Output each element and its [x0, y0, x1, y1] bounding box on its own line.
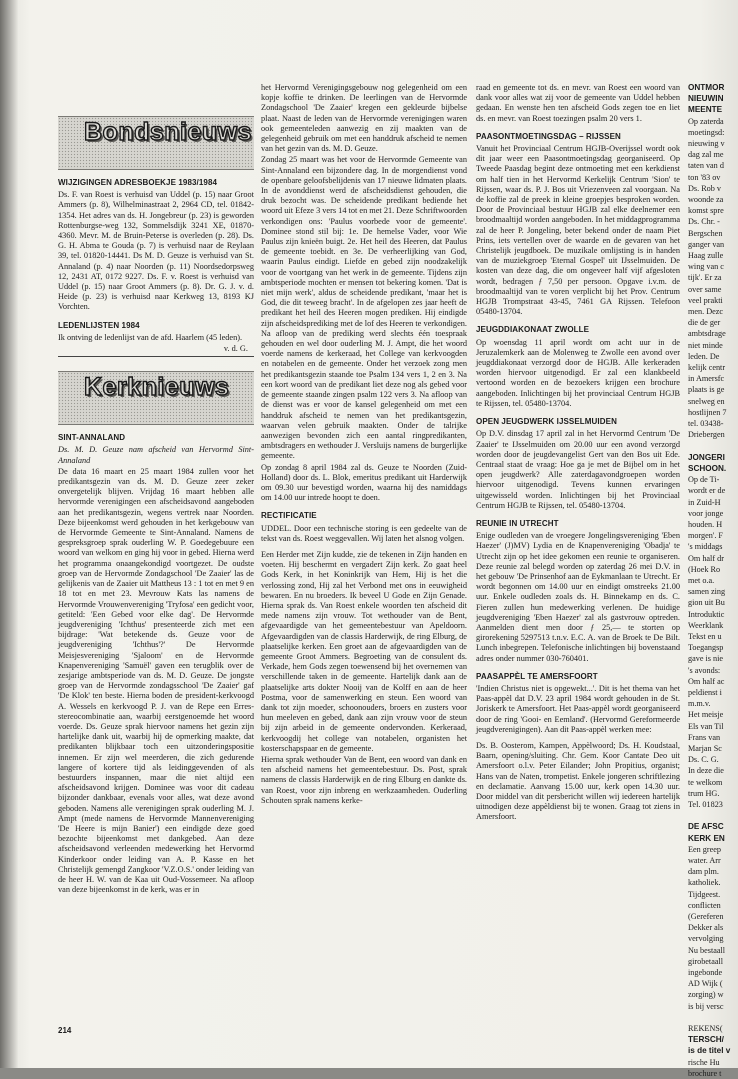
cropped-text-line: samen zing — [688, 587, 726, 597]
column-1 — [58, 96, 254, 1026]
cropped-text-line: ingebonde — [688, 968, 723, 978]
cropped-text-line: Weerklank — [688, 620, 724, 630]
cropped-text-line — [688, 442, 738, 452]
jeugddiakonaat-heading: JEUGDDIAKONAAT ZWOLLE — [476, 325, 590, 335]
article-paragraph: het Hervormd Verenigingsgebouw nog gelegenheid om een kopje koffie te drinken. De leerlingen van de Hervormde Zondagschool 'De Zaaier' kregen een gekleurde bijbelse plaat. Naast de leden van de Hervormde verenigingen waren ook gemeenteleden aanwezig en zij maakten van de gelegenheid gebruik om met een handdruk afscheid te nemen van het gezin van ds. M. D. Geuze. — [261, 83, 467, 154]
cropped-text-line: TERSCH/ — [688, 1035, 724, 1045]
cropped-text-line: m.m.v. — [688, 699, 711, 709]
cropped-text-line: trum HG. — [688, 788, 720, 798]
cropped-text-line: Om half ac — [688, 676, 725, 686]
divider — [58, 356, 254, 357]
cropped-text-line: Om half dr — [688, 553, 724, 563]
cropped-text-line: ton '83 ov — [688, 172, 721, 182]
cropped-text-line: (Hoek Ro — [688, 564, 721, 574]
cropped-text-line: Ds. C. G. — [688, 755, 719, 765]
cropped-text-line: nieuwing v — [688, 139, 725, 149]
signature: v. d. G. — [223, 344, 248, 354]
cropped-text-line: Toegangsp — [688, 643, 724, 653]
cropped-text-line: tijk'. Er za — [688, 273, 722, 283]
cropped-text-line: Frans van — [688, 732, 721, 742]
kerknieuws-title: Kerknieuws — [84, 373, 230, 402]
cropped-text-line: wordt er de — [688, 486, 726, 496]
cropped-text-line: In deze die — [688, 766, 724, 776]
cropped-text-line: SCHOON. — [688, 463, 727, 473]
cropped-text-line: met o.a. — [688, 575, 715, 585]
cropped-text-line: rische Hu — [688, 1057, 720, 1067]
cropped-text-line: is bij versc — [688, 1001, 724, 1011]
cropped-text-line: brochure t — [688, 1068, 722, 1078]
column-2 — [261, 83, 467, 1033]
cropped-text-line: Marjan Sc — [688, 743, 722, 753]
cropped-text-line: KERK EN — [688, 833, 725, 843]
open-jeugdwerk-heading: OPEN JEUGDWERK IJSSELMUIDEN — [476, 417, 617, 427]
cropped-text-line: plaats is ge — [688, 385, 725, 395]
bondsnieuws-title: Bondsnieuws — [84, 118, 253, 146]
cropped-text-line: komst spre — [688, 206, 724, 216]
wijzigingen-text: Ds. F. van Roest is verhuisd van Uddel (p. 15) naar Groot Ammers (p. 8), Wilhelminastraat 2, 2964 CD, tel. 01842-1354. Het adres van ds. H. Jongebreur (p. 23) is geworden Rottenburgse-weg 132, Sommelsdijk 3241 XE, 01870-4360. Mevr. M. de Bruin-Peterse is overleden (p. 28). Ds. G. H. Abma te Gouda (p. 7) is verhuisd naar de Reylaan 39, tel. 01820-14441. Ds M. D. Geuze is verhuisd van St. Annaland (p. 4) naar Noorden (p. 11) Noordsedorpsweg 12, 2431 AT, 0172 9227. Ds. F. v. Roest is verhuisd van Uddel (p. 15) naar Groot Ammers (p. 8). Dr. G. J. v. d. Heide (p. 23) is verhuisd naar Kerkweg 13, 8193 KJ Vorchten. — [58, 190, 254, 312]
cropped-text-line: is de titel v — [688, 1046, 731, 1056]
reunie-heading: REUNIE IN UTRECHT — [476, 518, 559, 528]
cropped-text-line: niet minde — [688, 340, 723, 350]
cropped-text-line: vervolging — [688, 934, 724, 944]
paasappel-text-2: Ds. B. Oosterom, Kampen, Appèlwoord; Ds. H. Koudstaal, Baarn, opening/sluiting. Chr. Gem. Koor Cantate Deo uit Amersfoort o.l.v. Peter Eilander; John Propitius, organist; Hans van de Naten, trompetist. Enkele jongeren schriftlezing en declamatie. Aanvang 15.00 uur, kerk open 14.30 uur. Door middel van dit persbericht willen wij iedereen hartelijk uitnodigen deze appèldienst bij te wonen. Graag tot ziens in Amersfoort. — [476, 740, 680, 822]
cropped-text-line: Haag zulle — [688, 251, 724, 261]
open-jeugdwerk-text: Op D.V. dinsdag 17 april zal in het Hervormd Centrum 'De Zaaier' te IJsselmuiden om 20.00 uur een avond verzorgd worden door de jeugdevangelist Gert van den Bos uit Ede. Centraal staat de vraag: Hoe ga je met de Bijbel om in het open jeugdwerk? Alle zaterdagavondgroepen worden hiervoor uitgenodigd. Tevens kunnen ervaringen uitgewisseld worden. Inlichtingen bij het Provinciaal Centrum HGJB te Rijssen, tel. 05480-13704. — [476, 429, 680, 510]
cropped-text-line: in Amersfc — [688, 374, 725, 384]
cropped-text-line: die de ger — [688, 318, 721, 328]
cropped-text-line: gion uit Bu — [688, 598, 725, 608]
ledenlijsten-text: Ik ontving de ledenlijst van de afd. Haarlem (45 leden). — [58, 332, 243, 342]
sint-annaland-heading: SINT-ANNALAND — [58, 433, 126, 443]
cropped-text-line: dam plm. — [688, 867, 719, 877]
cropped-text-line: dag zal me — [688, 150, 724, 160]
cropped-text-line: taten van d — [688, 161, 724, 171]
cropped-text-line: in Zuid-H — [688, 497, 721, 507]
cropped-text-line: Tijdgeest. — [688, 889, 721, 899]
cropped-text-line: Op de Ti- — [688, 475, 720, 485]
cropped-text-line: girobetaall — [688, 956, 724, 966]
cropped-text-line: houden. H — [688, 519, 723, 529]
cropped-text-line — [688, 811, 738, 821]
cropped-text-line: Nu bestaall — [688, 945, 726, 955]
binding-gutter — [0, 0, 18, 1068]
cropped-text-line: 's avonds: — [688, 665, 721, 675]
cropped-text-line: Tel. 01823 — [688, 800, 723, 809]
article-paragraph: Hierna sprak wethouder Van de Bent, een woord van dank en ten afscheid namens het gemeentebestuur. Ds. Post, sprak namens de classis Harderwijk en de ring Elburg en dankte ds. van Roest, voor zijn inbreng en werkzaamheden. Ouderling Schouten sprak namens kerke- — [261, 755, 467, 805]
cropped-text-line: Els van Til — [688, 721, 724, 731]
cropped-text-line: ganger van — [688, 239, 725, 249]
article-paragraph: Zondag 25 maart was het voor de Hervormde Gemeente van Sint-Annaland een bijzondere dag. In de morgendienst vond de openbare geloofsbelijdenis van 17 nieuwe lidmaten plaats. In de avonddienst werd de afscheidsdienst gehouden, die druk bezocht was. De scheidende predikant bediende het woord uit Efeze 3 vers 14 tot en met 21. Deze Schriftwoorden verkondigen ons: 'Paulus voorbede voor de gemeente'. Dominee stond stil bij: 1e. De hemelse Vader, voor Wie Paulus zijn knieën buigt. 2e. Het heil des Heeren, dat Paulus de gemeente toebidt. en 3e. De verheerlijking van God, waarin Paulus eindigt. Liefde en gebed zijn noodzakelijk voor de voortgang van het werk in de gemeente. Tijdens zijn ambtsperiode mochten er mensen tot bekering komen. 'Dat is niet mijn werk', aldus de scheidende predikant, 'maar het is God, die dit teweeg bracht'. In de afgelopen zes jaar heeft de predikant het heil des Heeren mogen prediken. Hij eindigde zijn afscheidsprediking met de lof des Heeren te verkondigen. Na afloop van de prediking werd slechts één toespraak gehouden en wel door ouderling M. J. Ampt, die het woord voerde namens de kerkeraad, het College van kerkvoogden en notabelen en de gemeente. Onder het verzoek zong men het predikantsgezin staande toe Psalm 134 vers 1, 2 en 3. Na een kort woord van de predikant liet deze nog als gebed voor de gemeente staande zingen psalm 122 vers 3. Na afloop van de dienst was er voor de kansel gelegenheid om met een handdruk afscheid te nemen van het predikantsgezin, waarvan velen gebruik maakten. Onder de talrijke aanwezigen bevonden zich een aantal ringpredikanten, ambtsdragers en wethouder J. Versluijs namens de burgerlijke gemeente. — [261, 155, 467, 461]
cropped-text-line: peldienst i — [688, 687, 722, 697]
rectificatie-text: UDDEL. Door een technische storing is een gedeelte van de tekst van ds. Roest weggevallen. Wij laten het alsnog volgen. — [261, 523, 467, 543]
cropped-text-line: hostlijnen 7 — [688, 407, 727, 417]
cropped-text-line: ONTMOR — [688, 83, 725, 92]
cropped-text-line: veel prakti — [688, 295, 723, 305]
page-number: 214 — [58, 1026, 72, 1035]
sint-annaland-subtitle: Ds. M. D. Geuze nam afscheid van Hervormd Sint-Annaland — [58, 445, 254, 465]
cropped-text-line: Ds. Rob v — [688, 183, 721, 193]
article-paragraph: Op zondag 8 april 1984 zal ds. Geuze te Noorden (Zuid-Holland) door ds. L. Blok, emeritus predikant uit Harderwijk om 09.30 uur bevestigd worden, waarna hij des namiddags om 14.00 uur intrede hoopt te doen. — [261, 462, 467, 503]
ledenlijsten-heading: LEDENLIJSTEN 1984 — [58, 320, 140, 330]
cropped-text-line: Op zaterda — [688, 116, 724, 126]
column-4-cropped — [688, 83, 738, 1078]
cropped-text-line: NIEUWIN — [688, 94, 724, 104]
cropped-text-line: voor jonge — [688, 508, 724, 518]
rectificatie-heading: RECTIFICATIE — [261, 511, 317, 521]
column-3 — [476, 83, 680, 1033]
paasappel-heading: PAASAPPÈL TE AMERSFOORT — [476, 671, 598, 681]
cropped-text-line: kelijk centr — [688, 363, 726, 373]
cropped-text-line: (Gereferen — [688, 912, 724, 922]
article-paragraph: raad en gemeente tot ds. en mevr. van Roest een woord van dank voor alles wat zij voor de gemeente van Uddel hebben gedaan. En wenste hen ten afscheid Gods zegen toe en liet ds. en mevr. van Roest toezingen psalm 20 vers 1. — [476, 83, 680, 123]
cropped-text-line: zorging) w — [688, 990, 724, 1000]
wijzigingen-heading: WIJZIGINGEN ADRESBOEKJE 1983/1984 — [58, 178, 218, 187]
paasontmoetingsdag-heading: PAASONTMOETINGSDAG – RIJSSEN — [476, 131, 621, 141]
cropped-text-line: morgen'. F — [688, 531, 723, 541]
bondsnieuws-banner — [58, 116, 254, 170]
cropped-text-line: woonde za — [688, 195, 724, 205]
cropped-text-line: 's middags — [688, 542, 723, 552]
cropped-text-line: AD Wijk ( — [688, 979, 723, 989]
cropped-text-line: Bergschen — [688, 228, 723, 238]
cropped-text-line: snelweg en — [688, 396, 725, 406]
sint-annaland-text: De data 16 maart en 25 maart 1984 zullen voor het predikantsgezin van ds. M. D. Geuze zeer zeker onvergetelijk blijven. Vrijdag 16 maart hebben alle hervormde verenigingen een afscheidsavond aangeboden aan het predikantsgezin, wegens vertrek naar Noorden. Deze bijeenkomst werd gehouden in het kerkgebouw van de Hervormde Gemeente te Sint-Annaland. Namens de gespreksgroep sprak ouderling W. P. Goedegebuure een woord van welkom en ging hij voor in gebed. Hierna werd het programma onaangekondigd voortgezet. De oudste groep van de Hervormde Zondagschool 'De Zaaier' las de gelijkenis van de Zaaier uit Mattheus 13 : 1 tot en met 9 en 18 tot en met 23. Mevrouw Kats las namens de Hervormde Vrouwenvereniging 'Tryfosa' een gedicht voor, getiteld: 'Een Gebed voor elke dag'. De Hervormde jeugdvereniging 'Ichthus' presenteerde zich met een bijdrage: 'Wat betekende ds. Geuze voor de jeugdvereniging 'Ichthus'?' De Hervormde Meisjesvereniging 'Sjaloom' en de Hervormde Knapenvereniging 'Samuël' gaven een terugblik over de zesjarige ambtsperiode van ds. M. D. Geuze. De jongste groep van de Hervormde zondagsschool 'De Zaaier' gaf 'De Klok' ten beste. Hierna boden de president-kerkvoogd A. Wessels en kerkvoogd P. J. van de Repe een Erres-stereocombinatie aan, waarbij eerstgenoemde het woord voerde. Ds. Geuze sprak hiervoor namens het gezin zijn hartelijke dank uit, waarbij hij de opmerking maakte, dat predikanten blijkbaar toch een uitzonderingspositie innemen. Er zijn wel meerderen, die zich gedurende langere of kortere tijd als leidinggevenden of als bestuurders inspannen, maar die niet altijd een afscheidsavond krijgen. Dominee was voor dit cadeau bijzonder dankbaar, evenals voor alles, wat deze avond geboden. Namens alle verenigingen sprak ouderling M. J. Ampt (mede namens de Hervormde Mannenvereniging 'De Heere is mijn Banier') een eindigde deze goed bezochte bijeenkomst met dankgebed. Aan deze afscheidsavond verleenden medewerking het Hervormd Kinderkoor onder leiding van A. P. Kasse en het Christelijk gemengd Zangkoor 'V.Z.O.S.' onder leiding van de heer H. W. van de Kaa uit Oud-Vossemeer. Na afloop van deze bijeenkomst in de kerk, was er in — [58, 466, 254, 895]
kerknieuws-banner — [58, 371, 254, 425]
cropped-text-line: JONGERI — [688, 452, 725, 462]
cropped-text-line: Ds. Chr. - — [688, 217, 720, 227]
cropped-text-line: Tekst en u — [688, 631, 722, 641]
jeugddiakonaat-text: Op woensdag 11 april wordt om acht uur in de Jeruzalemkerk aan de Molenweg te Zwolle een avond over jeugddiakonaat verzorgd door de HGJB. Alle kerkeraden worden hiervoor uitgenodigd. Er zal een klankbeeld vertoond worden en de bezoekers krijgen een brochure aangeboden. Inlichtingen bij het provinciaal Centrum HGJB te Rijssen, tel. 05480-13704. — [476, 337, 680, 408]
cropped-text-line: over same — [688, 284, 722, 294]
cropped-text-line: katholiek. — [688, 878, 721, 888]
cropped-text-line: men. Dezc — [688, 307, 724, 317]
cropped-text-line: Introduktic — [688, 609, 725, 619]
cropped-text-line: Het meisje — [688, 710, 724, 720]
cropped-text-line: conflicten — [688, 900, 721, 910]
cropped-text-line: Dekker als — [688, 923, 724, 933]
cropped-text-line: leden. De — [688, 351, 720, 361]
cropped-text-line: Een greep — [688, 844, 721, 854]
paasontmoetingsdag-text: Vanuit het Provinciaal Centrum HGJB-Overijssel wordt ook dit jaar weer een Paasontmoetingsdag georganiseerd. Op Tweede Paasdag begint deze ontmoeting met een kerkdienst om half tien in het Hervormd Kerkelijk Centrum 'Sion' te Rijssen, waar ds. P. J. Bos uit Vriezenveen zal voorgaan. Na de koffie zal de preek in kleine groepjes besproken worden. Door de Provinciaal bestuur HGJB zal elke deelnemer een broodmaaltijd worden aangeboden. In het middagprogramma zal de heer P. Jongeling, beter bekend onder de naam Piet Prins, iets vertellen over de waarde en de gevaren van het Christelijk jeugdboek. De muzikale omlijsting is in handen van de muziekgroep 'Eternal Gospel' uit IJsselmuiden. De kosten van deze dag, die om ongeveer half vijf afgesloten wordt, bedragen ƒ 7,50 per persoon. Opgave i.v.m. de broodmaaltijd van te voren verplicht bij het Prov. Centrum HGJB Trompstraat 43-45, 7461 GA Rijssen. Telefoon 05480-13704. — [476, 144, 680, 317]
cropped-text-line: te welkom — [688, 777, 723, 787]
article-paragraph: Een Herder met Zijn kudde, zie de tekenen in Zijn handen en voeten. Hij beschermt en vergadert Zijn kerk. Zo gaat heel Gods Kerk, in het Koninkrijk van Hem, Hij is het die verlossing zond, Hij zal het Verbond met ons in eeuwigheid bewaren. En nu broeders. Ik beveel U Gode en Zijn Genade. Hierna sprak ds. Van Roest enkele woorden ten afscheid dit mede namens zijn vrouw. Tot wethouder van de Bent, afgevaardigde van het gemeentebestuur van Apeldoorn. Afgevaardigden van de classis Harderwijk, de ring Elburg, de plaatselijke kerken. Een groet aan de afgevaardigden van de gemeente Groot Ammers. Begroeting van de consulent ds. Verkade, hem Gods zegen toewensend bij het overnemen van verschillende taken in de gemeente. Hartelijk dank aan de plaatselijke arts dokter Nooij van de Kolff en aan de heer Postma, voor de samenwerking en steun. Een woord van dank tot zijn moeder, schoonouders, broers en zusters voor hun meeleven en gebed, dank aan zijn vrouw voor de steun bij zijn arbeid in de gemeente ondervonden. Kerkeraad, kerkvoogdij het college van notabelen, organisten het kosterschapspaar en de gemeente. — [261, 549, 467, 753]
cropped-text-line: ambtsdrage — [688, 329, 726, 339]
cropped-text-line — [688, 1013, 738, 1023]
cropped-text-line: DE AFSC — [688, 822, 724, 832]
cropped-text-line: tel. 03438- — [688, 419, 724, 429]
cropped-text-line: water. Arr — [688, 856, 721, 866]
cropped-text-line: REKENS( — [688, 1024, 723, 1034]
reunie-text: Enige oudleden van de vroegere Jongelingsvereniging 'Eben Haezer' (J)MV) Lydia en de Knapenvereniging 'Obadja' te Utrecht zijn op het idee gekomen een reunie te organiseren. Deze reunie zal belegd worden op zaterdag 26 mei D.V. in het gebouw 'De Prinsenhof aan de Eykmanlaan te Utrecht. Er wordt begonnen om 14.00 uur en eindigt omstreeks 21.00 uur. Enkele oudleden zoals ds. H. Binnekamp en ds. C. Fieren zullen hun medewerking verlenen. De huidige jeugdvereniging 'Eben Haezer' zal als gastvrouw optreden. Aanmelden dient men door ƒ 25,— te storten op girorekening 5297513 t.n.v. E.C. A. van de Broek te De Bilt. Lunch inbegrepen. Telefonische inlichtingen bij bovenstaand adres onder nummer 030-760401. — [476, 531, 680, 663]
cropped-text-line: MEENTE — [688, 105, 723, 115]
cropped-text-line: wing van c — [688, 262, 724, 272]
paasappel-text: 'Indien Christus niet is opgewekt...'. Dit is het thema van het Paas-appèl dat D.V. 23 april 1984 wordt gehouden in de St. Joriskerk te Amersfoort. Het Paas-appèl wordt georganiseerd door de ring 'Gooi- en Eemland'. (Hervormd Gereformeerde jeugdverenigingen). Aan dit Paas-appèl werken mee: — [476, 683, 680, 734]
cropped-text-line: gave is nie — [688, 654, 724, 664]
cropped-text-line: Driebergen — [688, 430, 725, 440]
cropped-text-line: moetingsd: — [688, 127, 725, 137]
